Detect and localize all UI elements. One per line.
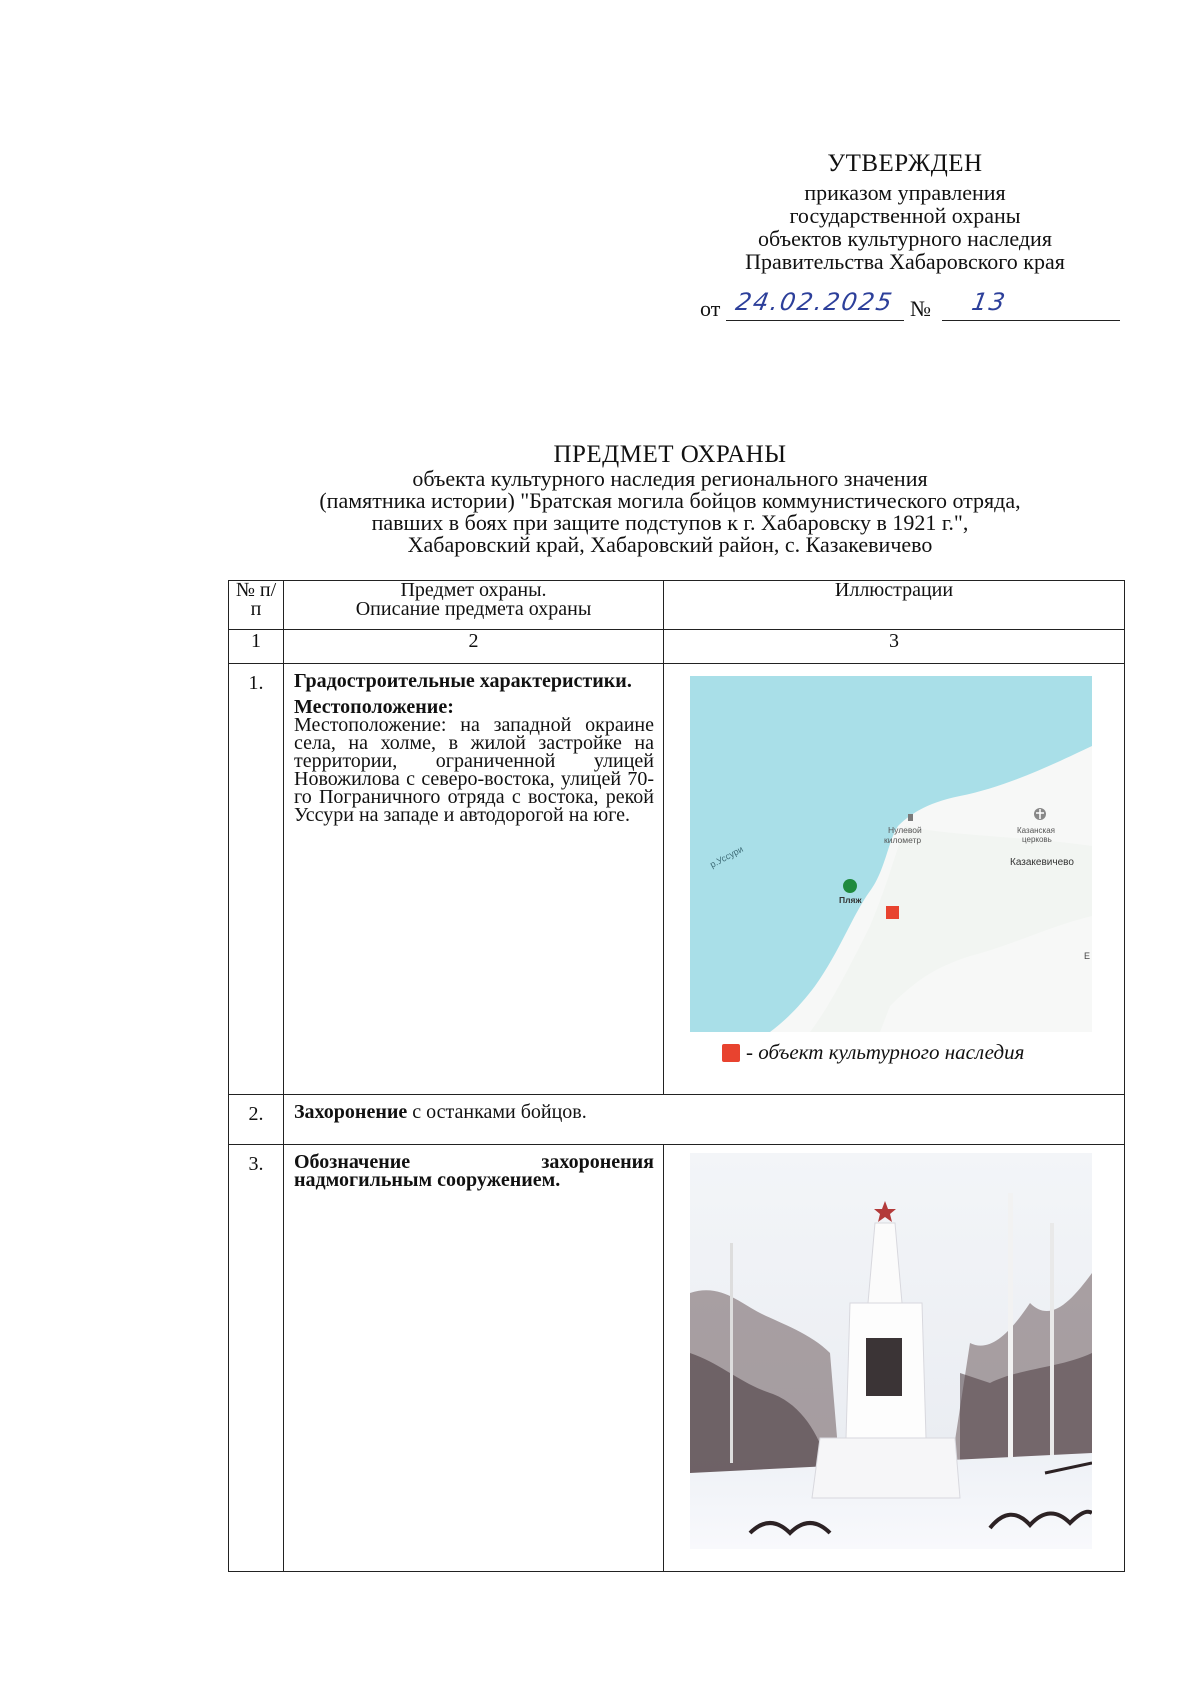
approval-line: Правительства Хабаровского края <box>745 249 1065 274</box>
number-prefix: № <box>910 296 931 321</box>
zero-km-label: Нулевой <box>888 825 922 835</box>
monument-plaque <box>866 1338 902 1396</box>
map-edge-label: Е <box>1084 951 1091 961</box>
document-title <box>220 441 1120 557</box>
col-number: 2 <box>284 630 664 664</box>
title-line: Хабаровский край, Хабаровский район, с. Казакевичево <box>407 532 933 557</box>
date-prefix: от <box>700 296 721 321</box>
approval-line: объектов культурного наследия <box>758 226 1052 251</box>
approval-heading: УТВЕРЖДЕН <box>827 150 983 177</box>
row-text: с останками бойцов. <box>407 1101 587 1123</box>
legend-marker-icon <box>722 1044 740 1062</box>
table-header-row <box>229 581 1125 630</box>
title-line: объекта культурного наследия регионального значения <box>412 466 928 491</box>
col-number: 3 <box>664 630 1125 664</box>
row-description <box>284 664 664 1095</box>
row-number: 1. <box>229 664 284 1095</box>
row-description <box>284 1095 1125 1145</box>
beach-label: Пляж <box>839 895 862 905</box>
protection-table <box>228 580 1125 1572</box>
zero-km-label: километр <box>884 835 922 845</box>
location-map <box>690 676 1092 1032</box>
photo-birch <box>730 1243 733 1463</box>
header-num: № п/п <box>229 581 284 630</box>
title-line: павших в боях при защите подступов к г. Хабаровску в 1921 г.", <box>371 510 969 535</box>
date-underline <box>726 320 904 321</box>
approval-block <box>690 152 1120 273</box>
header-subject-line2: Описание предмета охраны <box>355 598 592 620</box>
header-subject <box>284 581 664 630</box>
row-description <box>284 1145 664 1572</box>
photo-illustration-cell <box>664 1145 1125 1572</box>
row-number: 3. <box>229 1145 284 1572</box>
col-number: 1 <box>229 630 284 664</box>
map-illustration-cell <box>664 664 1125 1095</box>
church-label: церковь <box>1022 835 1052 844</box>
title-main: ПРЕДМЕТ ОХРАНЫ <box>553 441 787 468</box>
zero-km-icon <box>908 814 913 821</box>
date-handwritten: 24.02.2025 <box>733 288 896 316</box>
header-illustrations: Иллюстрации <box>664 581 1125 630</box>
legend-text: - объект культурного наследия <box>746 1040 1025 1064</box>
table-row <box>229 1145 1125 1572</box>
row-text: Местоположение: на западной окраине села, на холме, в жилой застройке на территории, ограниченной улицей Новожилова с северо-востока, улицей 70-го Пограничного отряда с востока, рекой Уссури на западе и автодорогой на юге. <box>294 714 654 826</box>
map-legend <box>690 1040 1124 1065</box>
row-number: 2. <box>229 1095 284 1145</box>
table-row <box>229 664 1125 1095</box>
row-title: Обозначение захоронения надмогильным сооружением. <box>294 1151 654 1191</box>
number-underline <box>942 320 1120 321</box>
column-number-row <box>229 630 1125 664</box>
river-label: р.Уссури <box>708 844 745 870</box>
row-subtitle: Местоположение: <box>294 696 454 718</box>
church-label: Казанская <box>1017 826 1056 835</box>
monument-base <box>812 1438 960 1498</box>
heritage-marker <box>886 906 899 919</box>
village-label: Казакевичево <box>1010 857 1074 868</box>
photo-birch <box>1008 1193 1013 1483</box>
order-dateline <box>700 288 1120 324</box>
photo-birch <box>1050 1223 1054 1473</box>
table-row <box>229 1095 1125 1145</box>
row-title: Градостроительные характеристики. <box>294 670 632 692</box>
header-subject-line1: Предмет охраны. <box>400 579 547 601</box>
row-bold-term: Захоронение <box>294 1101 408 1123</box>
approval-line: государственной охраны <box>789 203 1021 228</box>
beach-icon <box>843 879 857 893</box>
title-line: (памятника истории) "Братская могила бойцов коммунистического отряда, <box>319 488 1021 513</box>
approval-line: приказом управления <box>804 180 1006 205</box>
monument-photo <box>690 1153 1092 1549</box>
number-handwritten: 13 <box>969 288 1010 316</box>
